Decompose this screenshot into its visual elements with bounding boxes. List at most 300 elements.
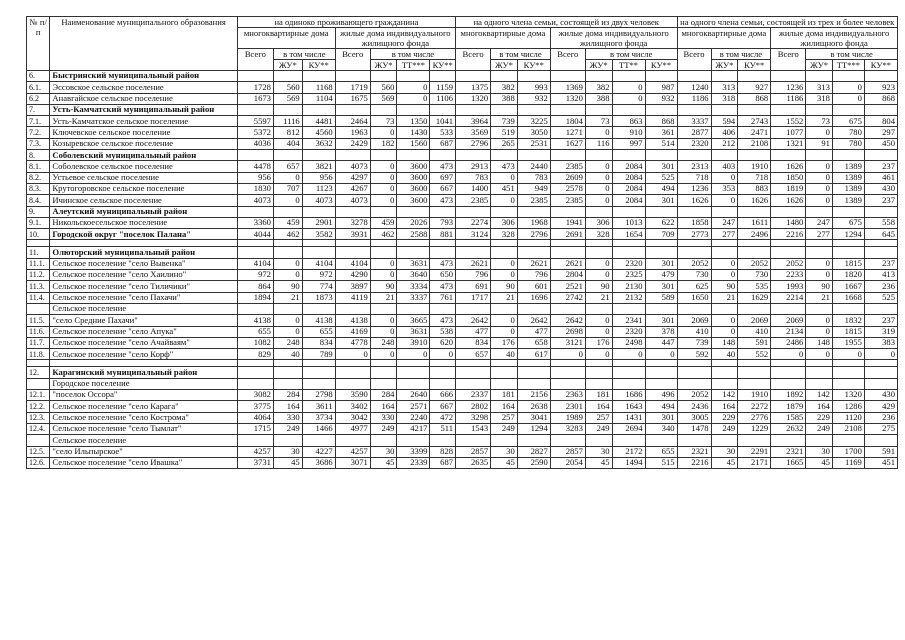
- value-cell: 2609: [550, 172, 585, 183]
- value-cell: 1320: [456, 93, 491, 104]
- value-cell: 657: [456, 349, 491, 360]
- value-cell: 164: [585, 401, 612, 412]
- value-cell: 2134: [771, 326, 806, 337]
- value-cell: 382: [585, 82, 612, 93]
- header-zhu: ЖУ*: [491, 60, 518, 71]
- value-cell: [273, 104, 302, 115]
- value-cell: 403: [711, 161, 738, 172]
- value-cell: 30: [491, 446, 518, 457]
- value-cell: [864, 150, 897, 161]
- value-cell: 625: [677, 281, 711, 292]
- value-cell: 2339: [397, 457, 430, 468]
- value-cell: [273, 367, 302, 378]
- value-cell: 1320: [832, 390, 864, 401]
- table-row: [27, 446, 898, 457]
- value-cell: 0: [585, 183, 612, 194]
- value-cell: [237, 247, 273, 258]
- value-cell: 4138: [335, 315, 370, 326]
- value-cell: [832, 303, 864, 314]
- value-cell: 0: [550, 349, 585, 360]
- value-cell: 2691: [550, 229, 585, 240]
- value-cell: 73: [806, 116, 833, 127]
- value-cell: [517, 104, 550, 115]
- value-cell: 1858: [677, 217, 711, 228]
- value-cell: 249: [585, 423, 612, 434]
- municipality-name: Сельское поселение: [50, 435, 237, 446]
- value-cell: [832, 435, 864, 446]
- value-cell: 0: [430, 349, 456, 360]
- value-cell: [677, 378, 711, 389]
- value-cell: 560: [273, 82, 302, 93]
- value-cell: 0: [806, 349, 833, 360]
- value-cell: [302, 240, 335, 247]
- value-cell: 0: [370, 349, 397, 360]
- value-cell: [517, 150, 550, 161]
- row-number: 12.6.: [27, 457, 50, 468]
- table-row: [27, 292, 898, 303]
- value-cell: 1389: [832, 183, 864, 194]
- value-cell: 4227: [302, 446, 335, 457]
- value-cell: 496: [645, 390, 677, 401]
- value-cell: 718: [677, 172, 711, 183]
- value-cell: [370, 360, 397, 367]
- value-cell: [585, 240, 612, 247]
- value-cell: 404: [273, 138, 302, 149]
- value-cell: 1013: [612, 217, 645, 228]
- value-cell: [370, 247, 397, 258]
- value-cell: 1643: [612, 401, 645, 412]
- value-cell: 4257: [237, 446, 273, 457]
- value-cell: 2827: [517, 446, 550, 457]
- table-row: [27, 367, 898, 378]
- value-cell: 265: [491, 138, 518, 149]
- header-ku: КУ**: [302, 60, 335, 71]
- value-cell: 1850: [771, 172, 806, 183]
- value-cell: 956: [237, 172, 273, 183]
- value-cell: 927: [738, 82, 771, 93]
- value-cell: [335, 247, 370, 258]
- value-cell: 249: [273, 423, 302, 434]
- value-cell: [550, 104, 585, 115]
- value-cell: [645, 378, 677, 389]
- value-cell: 410: [738, 326, 771, 337]
- row-number: [27, 240, 50, 247]
- value-cell: 461: [864, 172, 897, 183]
- row-number: 11.3.: [27, 281, 50, 292]
- row-number: 7.: [27, 104, 50, 115]
- value-cell: 868: [738, 93, 771, 104]
- table-row: [27, 82, 898, 93]
- value-cell: 361: [645, 127, 677, 138]
- value-cell: 473: [430, 161, 456, 172]
- value-cell: 1271: [550, 127, 585, 138]
- table-row: [27, 217, 898, 228]
- row-number: 6.1.: [27, 82, 50, 93]
- value-cell: [864, 360, 897, 367]
- municipality-name: Городской округ "поселок Палана": [50, 229, 237, 240]
- value-cell: [771, 104, 806, 115]
- municipality-name: Сельское поселение "село Корф": [50, 349, 237, 360]
- value-cell: 972: [302, 270, 335, 281]
- value-cell: 2363: [550, 390, 585, 401]
- value-cell: 73: [370, 116, 397, 127]
- value-cell: 248: [370, 337, 397, 348]
- value-cell: 4290: [335, 270, 370, 281]
- value-cell: [273, 360, 302, 367]
- value-cell: 2621: [550, 258, 585, 269]
- value-cell: 0: [585, 349, 612, 360]
- table-row: [27, 412, 898, 423]
- value-cell: 2084: [612, 183, 645, 194]
- value-cell: 90: [370, 281, 397, 292]
- value-cell: 91: [806, 138, 833, 149]
- value-cell: 301: [645, 281, 677, 292]
- value-cell: 45: [273, 457, 302, 468]
- value-cell: 430: [864, 183, 897, 194]
- value-cell: 1667: [832, 281, 864, 292]
- value-cell: [711, 367, 738, 378]
- value-cell: 2571: [397, 401, 430, 412]
- value-cell: [456, 435, 491, 446]
- row-number: 11.8.: [27, 349, 50, 360]
- value-cell: [302, 206, 335, 217]
- value-cell: 829: [237, 349, 273, 360]
- value-cell: [864, 247, 897, 258]
- value-cell: 569: [370, 93, 397, 104]
- spacer-row: [27, 240, 898, 247]
- value-cell: 4977: [335, 423, 370, 434]
- value-cell: [711, 378, 738, 389]
- value-cell: 406: [711, 127, 738, 138]
- value-cell: 0: [832, 349, 864, 360]
- value-cell: 212: [711, 138, 738, 149]
- header-tt: ТТ**: [612, 60, 645, 71]
- value-cell: 1832: [832, 315, 864, 326]
- row-number: 8.4.: [27, 195, 50, 206]
- municipality-name: Сельское поселение "село Вывенка": [50, 258, 237, 269]
- value-cell: 0: [273, 315, 302, 326]
- value-cell: [612, 150, 645, 161]
- table-row: [27, 326, 898, 337]
- value-cell: 30: [806, 446, 833, 457]
- municipality-name: Сельское поселение "село Ивашка": [50, 457, 237, 468]
- municipality-name: Соболевский муниципальный район: [50, 150, 237, 161]
- value-cell: 21: [711, 292, 738, 303]
- value-cell: 2320: [612, 258, 645, 269]
- value-cell: [517, 206, 550, 217]
- value-cell: [237, 435, 273, 446]
- value-cell: 1963: [335, 127, 370, 138]
- value-cell: [237, 360, 273, 367]
- value-cell: [832, 367, 864, 378]
- value-cell: 2776: [738, 412, 771, 423]
- value-cell: 0: [806, 161, 833, 172]
- value-cell: 1910: [738, 161, 771, 172]
- value-cell: [711, 435, 738, 446]
- municipality-name: [50, 240, 237, 247]
- value-cell: [370, 240, 397, 247]
- value-cell: 40: [711, 349, 738, 360]
- value-cell: 783: [456, 172, 491, 183]
- value-cell: 3121: [550, 337, 585, 348]
- value-cell: [517, 435, 550, 446]
- value-cell: 1321: [771, 138, 806, 149]
- value-cell: [585, 206, 612, 217]
- value-cell: [491, 150, 518, 161]
- value-cell: [430, 435, 456, 446]
- value-cell: [273, 247, 302, 258]
- value-cell: [273, 71, 302, 82]
- value-cell: [585, 360, 612, 367]
- value-cell: 1240: [677, 82, 711, 93]
- value-cell: [806, 240, 833, 247]
- value-cell: 667: [430, 183, 456, 194]
- value-cell: 382: [491, 82, 518, 93]
- value-cell: 388: [491, 93, 518, 104]
- value-cell: 2857: [550, 446, 585, 457]
- header-group-three: на одного члена семьи, состоящей из трех и более человек: [677, 17, 897, 28]
- value-cell: 0: [397, 349, 430, 360]
- value-cell: 473: [430, 281, 456, 292]
- value-cell: 2291: [738, 446, 771, 457]
- value-cell: 447: [645, 337, 677, 348]
- value-cell: 494: [645, 401, 677, 412]
- value-cell: 0: [711, 172, 738, 183]
- value-cell: 718: [738, 172, 771, 183]
- value-cell: [645, 435, 677, 446]
- value-cell: [832, 71, 864, 82]
- value-cell: 473: [430, 195, 456, 206]
- value-cell: 910: [612, 127, 645, 138]
- value-cell: 0: [771, 349, 806, 360]
- value-cell: [806, 206, 833, 217]
- value-cell: 0: [335, 349, 370, 360]
- value-cell: 90: [585, 281, 612, 292]
- value-cell: 0: [585, 127, 612, 138]
- value-cell: 594: [711, 116, 738, 127]
- municipality-name: Сельское поселение "село Ачайваям": [50, 337, 237, 348]
- value-cell: 1159: [430, 82, 456, 93]
- value-cell: 277: [711, 229, 738, 240]
- value-cell: 2108: [738, 138, 771, 149]
- value-cell: 181: [585, 390, 612, 401]
- value-cell: 2464: [335, 116, 370, 127]
- value-cell: 0: [585, 315, 612, 326]
- value-cell: 3334: [397, 281, 430, 292]
- header-total: Всего: [677, 49, 711, 71]
- value-cell: [430, 303, 456, 314]
- value-cell: 569: [273, 93, 302, 104]
- value-cell: [456, 303, 491, 314]
- tariff-table-sheet: [26, 16, 898, 469]
- value-cell: 3686: [302, 457, 335, 468]
- value-cell: 353: [711, 183, 738, 194]
- value-cell: [237, 367, 273, 378]
- value-cell: 4138: [302, 315, 335, 326]
- header-indiv-2: жилые дома индивидуального жилищного фонда: [550, 28, 677, 49]
- value-cell: [550, 247, 585, 258]
- municipality-name: Быстринский муниципальный район: [50, 71, 237, 82]
- value-cell: 1626: [738, 195, 771, 206]
- municipality-name: Сельское поселение "село Хаилино": [50, 270, 237, 281]
- value-cell: 2272: [738, 401, 771, 412]
- value-cell: [335, 206, 370, 217]
- value-cell: [491, 247, 518, 258]
- value-cell: 45: [711, 457, 738, 468]
- value-cell: 2026: [397, 217, 430, 228]
- value-cell: 2857: [456, 446, 491, 457]
- value-cell: [771, 435, 806, 446]
- value-cell: 863: [612, 116, 645, 127]
- value-cell: [864, 104, 897, 115]
- value-cell: 1294: [517, 423, 550, 434]
- value-cell: 1955: [832, 337, 864, 348]
- value-cell: 21: [491, 292, 518, 303]
- value-cell: [612, 435, 645, 446]
- value-cell: [430, 360, 456, 367]
- municipality-name: Соболевское сельское поселение: [50, 161, 237, 172]
- value-cell: 804: [864, 116, 897, 127]
- table-row: [27, 247, 898, 258]
- value-cell: 116: [585, 138, 612, 149]
- value-cell: 0: [491, 258, 518, 269]
- table-row: [27, 150, 898, 161]
- value-cell: 1611: [738, 217, 771, 228]
- value-cell: 4297: [335, 172, 370, 183]
- value-cell: 2632: [771, 423, 806, 434]
- municipality-name: Крутогоровское сельское поселение: [50, 183, 237, 194]
- value-cell: 40: [491, 349, 518, 360]
- value-cell: 972: [237, 270, 273, 281]
- value-cell: [585, 104, 612, 115]
- value-cell: 2385: [456, 195, 491, 206]
- value-cell: 0: [806, 315, 833, 326]
- row-number: 7.3.: [27, 138, 50, 149]
- value-cell: 2216: [677, 457, 711, 468]
- header-zhu: ЖУ*: [273, 60, 302, 71]
- value-cell: 164: [711, 401, 738, 412]
- value-cell: 0: [806, 258, 833, 269]
- value-cell: 2084: [612, 161, 645, 172]
- value-cell: [517, 303, 550, 314]
- value-cell: [456, 378, 491, 389]
- value-cell: 1819: [771, 183, 806, 194]
- value-cell: [335, 378, 370, 389]
- value-cell: 3582: [302, 229, 335, 240]
- value-cell: 2052: [738, 258, 771, 269]
- value-cell: 3225: [517, 116, 550, 127]
- value-cell: 2804: [550, 270, 585, 281]
- value-cell: [612, 247, 645, 258]
- value-cell: [370, 378, 397, 389]
- value-cell: 591: [864, 446, 897, 457]
- value-cell: [273, 240, 302, 247]
- value-cell: 477: [517, 326, 550, 337]
- value-cell: 0: [711, 195, 738, 206]
- value-cell: 328: [585, 229, 612, 240]
- value-cell: 1830: [237, 183, 273, 194]
- value-cell: 2385: [550, 195, 585, 206]
- value-cell: 793: [430, 217, 456, 228]
- value-cell: [806, 360, 833, 367]
- header-multi-1: многоквартирные дома: [237, 28, 335, 49]
- value-cell: 932: [517, 93, 550, 104]
- value-cell: 2621: [456, 258, 491, 269]
- value-cell: 1626: [677, 195, 711, 206]
- value-cell: 2642: [456, 315, 491, 326]
- value-cell: 2802: [456, 401, 491, 412]
- value-cell: 796: [456, 270, 491, 281]
- value-cell: 1350: [397, 116, 430, 127]
- row-number: 9.1.: [27, 217, 50, 228]
- value-cell: [645, 150, 677, 161]
- value-cell: [677, 367, 711, 378]
- value-cell: 0: [806, 195, 833, 206]
- value-cell: 257: [585, 412, 612, 423]
- table-body: [27, 71, 898, 469]
- municipality-name: Сельское поселение "село Кострома": [50, 412, 237, 423]
- value-cell: 0: [864, 349, 897, 360]
- header-total: Всего: [456, 49, 491, 71]
- value-cell: 4036: [237, 138, 273, 149]
- value-cell: 142: [711, 390, 738, 401]
- tariff-table: [26, 16, 898, 469]
- municipality-name: Сельское поселение: [50, 303, 237, 314]
- value-cell: 3071: [335, 457, 370, 468]
- value-cell: [397, 150, 430, 161]
- row-number: 11.1.: [27, 258, 50, 269]
- value-cell: 592: [677, 349, 711, 360]
- value-cell: 620: [430, 337, 456, 348]
- value-cell: 515: [645, 457, 677, 468]
- value-cell: 4138: [237, 315, 273, 326]
- value-cell: 707: [273, 183, 302, 194]
- value-cell: 2429: [335, 138, 370, 149]
- value-cell: 2796: [517, 229, 550, 240]
- header-incl: в том числе: [273, 49, 335, 60]
- header-row-1: [27, 17, 898, 28]
- value-cell: 780: [832, 138, 864, 149]
- value-cell: 1560: [397, 138, 430, 149]
- value-cell: [273, 378, 302, 389]
- value-cell: 0: [273, 270, 302, 281]
- value-cell: 479: [645, 270, 677, 281]
- value-cell: [491, 435, 518, 446]
- table-row: [27, 104, 898, 115]
- value-cell: 306: [585, 217, 612, 228]
- value-cell: 0: [585, 326, 612, 337]
- table-row: [27, 349, 898, 360]
- value-cell: [771, 247, 806, 258]
- municipality-name: "поселок Оссора": [50, 390, 237, 401]
- value-cell: 2698: [550, 326, 585, 337]
- value-cell: [273, 303, 302, 314]
- value-cell: [677, 150, 711, 161]
- value-cell: 0: [273, 258, 302, 269]
- municipality-name: Городское поселение: [50, 378, 237, 389]
- table-row: [27, 138, 898, 149]
- value-cell: [585, 247, 612, 258]
- value-cell: 3931: [335, 229, 370, 240]
- value-cell: 655: [237, 326, 273, 337]
- value-cell: 511: [430, 423, 456, 434]
- value-cell: 1728: [237, 82, 273, 93]
- value-cell: 451: [491, 183, 518, 194]
- value-cell: 1389: [832, 161, 864, 172]
- value-cell: 3041: [517, 412, 550, 423]
- row-number: 7.2.: [27, 127, 50, 138]
- value-cell: 1236: [677, 183, 711, 194]
